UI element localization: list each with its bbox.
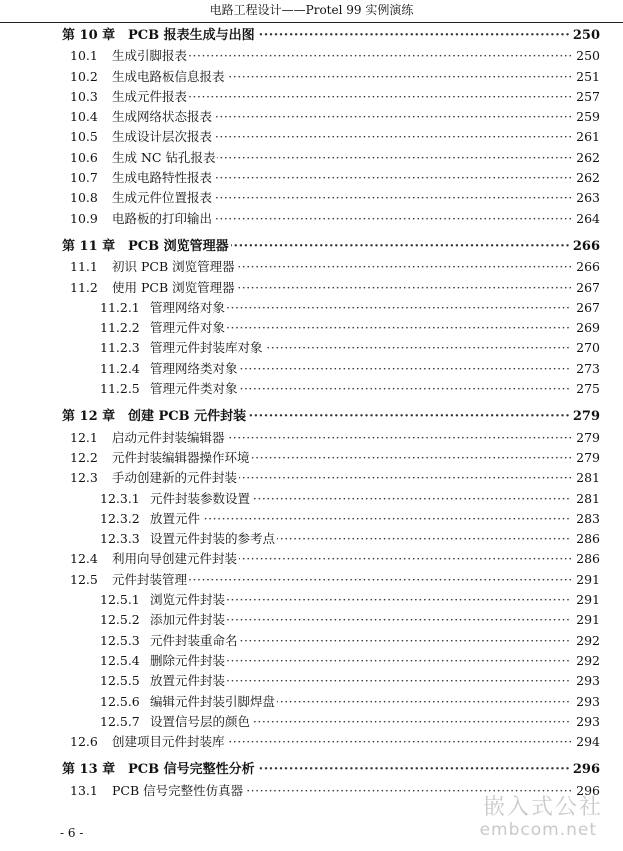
toc-entry-page: 279: [576, 449, 600, 465]
toc-entry-section[interactable]: [0, 257, 623, 277]
toc-entry-title: 生成网络状态报表: [112, 109, 213, 125]
toc-entry-sub[interactable]: [0, 509, 623, 529]
toc-entry-leader: [112, 127, 571, 147]
toc-entry-sub[interactable]: [0, 631, 623, 651]
toc-entry-title: 编辑元件封装引脚焊盘: [150, 693, 276, 709]
toc-entry-title: 浏览元件封装: [150, 592, 226, 608]
toc-entry-title: 元件封装管理: [112, 571, 188, 587]
toc-entry-leader: [150, 610, 571, 630]
toc-entry-number: 第 12 章: [62, 409, 116, 425]
toc-entry-page: 293: [576, 673, 600, 689]
toc-entry-page: 279: [576, 429, 600, 445]
toc-entry-number: 10.1: [70, 48, 98, 64]
toc-entry-sub[interactable]: [0, 338, 623, 358]
toc-entry-number: 10.3: [70, 88, 98, 104]
chapter-gap: [0, 399, 623, 405]
toc-entry-page: 294: [576, 734, 600, 750]
watermark-url: embcom.net: [479, 820, 597, 840]
toc-entry-page: 266: [576, 259, 600, 275]
toc-entry-leader: [112, 67, 571, 87]
toc-entry-title: 利用向导创建元件封装: [112, 551, 238, 567]
toc-entry-page: 291: [576, 612, 600, 628]
toc-entry-sub[interactable]: [0, 590, 623, 610]
toc-entry-chapter[interactable]: [0, 26, 623, 46]
toc-entry-sub[interactable]: [0, 671, 623, 691]
toc-entry-title: 生成 NC 钻孔报表: [112, 149, 216, 165]
toc-entry-title: 管理元件对象: [150, 320, 226, 336]
toc-entry-sub[interactable]: [0, 298, 623, 318]
toc-entry-section[interactable]: [0, 87, 623, 107]
toc-entry-page: 281: [576, 490, 600, 506]
toc-entry-page: 251: [576, 68, 600, 84]
toc-entry-title: 管理元件封装库对象: [150, 340, 263, 356]
toc-entry-title: PCB 信号完整性分析: [128, 762, 255, 778]
toc-entry-section[interactable]: [0, 127, 623, 147]
toc-entry-section[interactable]: [0, 570, 623, 590]
toc-entry-page: 259: [576, 109, 600, 125]
toc-entry-number: 12.3.1: [100, 490, 140, 506]
toc-entry-title: PCB 信号完整性仿真器: [112, 782, 244, 798]
toc-entry-section[interactable]: [0, 278, 623, 298]
toc-entry-section[interactable]: [0, 168, 623, 188]
toc-entry-number: 10.7: [70, 170, 98, 186]
toc-entry-number: 10.8: [70, 190, 98, 206]
toc-entry-leader: [128, 407, 571, 427]
toc-entry-title: 设置信号层的颜色: [150, 713, 251, 729]
toc-entry-page: 286: [576, 551, 600, 567]
toc-entry-section[interactable]: [0, 148, 623, 168]
toc-entry-page: 291: [576, 571, 600, 587]
toc-entry-sub[interactable]: [0, 692, 623, 712]
toc-entry-number: 12.5.5: [100, 673, 140, 689]
toc-entry-leader: [150, 529, 571, 549]
toc-entry-title: 电路板的打印输出: [112, 210, 213, 226]
toc-entry-leader: [112, 570, 571, 590]
toc-entry-number: 10.4: [70, 109, 98, 125]
toc-entry-sub[interactable]: [0, 379, 623, 399]
toc-entry-sub[interactable]: [0, 318, 623, 338]
toc-entry-leader: [112, 468, 571, 488]
toc-entry-sub[interactable]: [0, 712, 623, 732]
toc-entry-sub[interactable]: [0, 651, 623, 671]
toc-entry-number: 10.6: [70, 149, 98, 165]
toc-entry-section[interactable]: [0, 188, 623, 208]
toc-entry-title: 初识 PCB 浏览管理器: [112, 259, 235, 275]
toc-entry-title: 生成设计层次报表: [112, 129, 213, 145]
toc-entry-leader: [150, 509, 571, 529]
toc-entry-leader: [150, 379, 571, 399]
toc-entry-title: 生成引脚报表: [112, 48, 188, 64]
toc-entry-title: 放置元件: [150, 510, 201, 526]
toc-entry-page: 257: [576, 88, 600, 104]
toc-entry-title: 管理元件类对象: [150, 381, 238, 397]
toc-entry-number: 10.5: [70, 129, 98, 145]
toc-entry-number: 11.2.4: [100, 360, 140, 376]
toc-entry-title: 添加元件封装: [150, 612, 226, 628]
toc-entry-leader: [150, 489, 571, 509]
toc-entry-page: 292: [576, 652, 600, 668]
toc-entry-page: 262: [576, 170, 600, 186]
toc-entry-leader: [150, 318, 571, 338]
toc-entry-leader: [150, 651, 571, 671]
toc-entry-leader: [112, 428, 571, 448]
toc-entry-chapter[interactable]: [0, 407, 623, 427]
toc-entry-section[interactable]: [0, 468, 623, 488]
toc-entry-leader: [150, 298, 571, 318]
toc-entry-title: 启动元件封装编辑器: [112, 429, 225, 445]
toc-entry-number: 12.2: [70, 449, 98, 465]
toc-entry-page: 279: [572, 409, 600, 425]
toc-entry-leader: [150, 692, 571, 712]
toc-entry-number: 10.9: [70, 210, 98, 226]
toc-entry-title: 放置元件封装: [150, 673, 226, 689]
table-of-contents: [0, 24, 623, 801]
toc-entry-title: 使用 PCB 浏览管理器: [112, 279, 235, 295]
page-number: - 6 -: [60, 826, 84, 840]
toc-entry-number: 第 13 章: [62, 762, 116, 778]
toc-entry-number: 第 10 章: [62, 28, 116, 43]
toc-entry-number: 12.5.6: [100, 693, 140, 709]
toc-entry-page: 266: [572, 238, 600, 254]
toc-entry-title: 元件封装编辑器操作环境: [112, 449, 250, 465]
toc-entry-leader: [112, 278, 571, 298]
toc-entry-page: 270: [576, 340, 600, 356]
toc-entry-title: 元件封装重命名: [150, 632, 238, 648]
toc-entry-page: 267: [576, 299, 600, 315]
toc-entry-title: 删除元件封装: [150, 652, 226, 668]
toc-entry-number: 10.2: [70, 68, 98, 84]
toc-entry-page: 261: [576, 129, 600, 145]
toc-entry-number: 11.2: [70, 279, 98, 295]
toc-entry-page: 283: [576, 510, 600, 526]
toc-entry-number: 12.3.2: [100, 510, 140, 526]
toc-entry-leader: [112, 448, 571, 468]
toc-entry-title: 管理网络类对象: [150, 360, 238, 376]
toc-entry-leader: [150, 712, 571, 732]
toc-entry-page: 293: [576, 693, 600, 709]
toc-entry-number: 11.2.1: [100, 299, 140, 315]
chapter-gap: [0, 752, 623, 758]
watermark-chinese: 嵌入式公社: [482, 795, 603, 820]
toc-entry-number: 11.1: [70, 259, 98, 275]
toc-entry-leader: [112, 209, 571, 229]
toc-entry-number: 11.2.5: [100, 381, 140, 397]
toc-entry-leader: [112, 107, 571, 127]
toc-entry-leader: [112, 257, 571, 277]
toc-entry-number: 12.4: [70, 551, 98, 567]
toc-entry-section[interactable]: [0, 209, 623, 229]
toc-entry-title: 元件封装参数设置: [150, 490, 251, 506]
chapter-gap: [0, 229, 623, 235]
toc-entry-number: 12.6: [70, 734, 98, 750]
toc-entry-page: 281: [576, 470, 600, 486]
toc-entry-leader: [128, 26, 571, 46]
toc-entry-title: 创建 PCB 元件封装: [128, 409, 247, 425]
toc-entry-number: 12.5.1: [100, 592, 140, 608]
toc-entry-page: 262: [576, 149, 600, 165]
toc-entry-number: 13.1: [70, 782, 98, 798]
toc-entry-chapter[interactable]: [0, 237, 623, 257]
toc-entry-page: 296: [576, 782, 600, 798]
toc-entry-sub[interactable]: [0, 529, 623, 549]
toc-entry-chapter[interactable]: [0, 760, 623, 780]
toc-entry-leader: [128, 237, 571, 257]
toc-entry-page: 269: [576, 320, 600, 336]
toc-entry-title: PCB 报表生成与出图: [128, 28, 255, 43]
toc-entry-section[interactable]: [0, 428, 623, 448]
toc-entry-number: 12.5.7: [100, 713, 140, 729]
toc-entry-page: 267: [576, 279, 600, 295]
toc-entry-leader: [150, 590, 571, 610]
toc-entry-title: 创建项目元件封装库: [112, 734, 225, 750]
toc-entry-leader: [112, 87, 571, 107]
toc-entry-page: 250: [572, 28, 600, 43]
toc-entry-page: 291: [576, 592, 600, 608]
toc-entry-sub[interactable]: [0, 610, 623, 630]
toc-entry-leader: [150, 631, 571, 651]
toc-entry-leader: [112, 168, 571, 188]
toc-entry-title: 管理网络对象: [150, 299, 226, 315]
toc-entry-title: 生成元件报表: [112, 88, 188, 104]
toc-entry-page: 293: [576, 713, 600, 729]
toc-entry-sub[interactable]: [0, 359, 623, 379]
toc-entry-number: 11.2.3: [100, 340, 140, 356]
toc-entry-section[interactable]: [0, 46, 623, 66]
running-header: 电路工程设计——Protel 99 实例演练: [0, 0, 623, 23]
toc-entry-number: 12.5.4: [100, 652, 140, 668]
toc-entry-leader: [112, 732, 571, 752]
toc-entry-page: 273: [576, 360, 600, 376]
toc-entry-number: 11.2.2: [100, 320, 140, 336]
toc-entry-number: 12.5: [70, 571, 98, 587]
toc-entry-number: 12.3.3: [100, 531, 140, 547]
toc-entry-leader: [128, 760, 571, 780]
toc-entry-leader: [150, 671, 571, 691]
toc-entry-number: 12.5.3: [100, 632, 140, 648]
toc-entry-title: 生成电路特性报表: [112, 170, 213, 186]
toc-entry-page: 264: [576, 210, 600, 226]
toc-entry-number: 12.1: [70, 429, 98, 445]
toc-entry-page: 296: [572, 762, 600, 778]
toc-entry-section[interactable]: [0, 549, 623, 569]
toc-entry-page: 263: [576, 190, 600, 206]
toc-entry-number: 第 11 章: [62, 238, 116, 254]
toc-entry-title: 设置元件封装的参考点: [150, 531, 276, 547]
toc-entry-page: 275: [576, 381, 600, 397]
toc-entry-section[interactable]: [0, 107, 623, 127]
toc-entry-number: 12.3: [70, 470, 98, 486]
toc-entry-page: 286: [576, 531, 600, 547]
toc-entry-leader: [150, 359, 571, 379]
toc-entry-title: 手动创建新的元件封装: [112, 470, 238, 486]
toc-entry-page: 292: [576, 632, 600, 648]
toc-entry-section[interactable]: [0, 448, 623, 468]
toc-entry-leader: [150, 338, 571, 358]
toc-entry-leader: [112, 148, 571, 168]
toc-entry-page: 250: [576, 48, 600, 64]
toc-entry-leader: [112, 46, 571, 66]
toc-entry-number: 12.5.2: [100, 612, 140, 628]
toc-entry-title: 生成电路板信息报表: [112, 68, 225, 84]
toc-entry-title: PCB 浏览管理器: [128, 238, 229, 254]
toc-entry-section[interactable]: [0, 67, 623, 87]
toc-entry-leader: [112, 549, 571, 569]
toc-entry-title: 生成元件位置报表: [112, 190, 213, 206]
toc-entry-sub[interactable]: [0, 489, 623, 509]
toc-entry-section[interactable]: [0, 732, 623, 752]
toc-entry-leader: [112, 188, 571, 208]
